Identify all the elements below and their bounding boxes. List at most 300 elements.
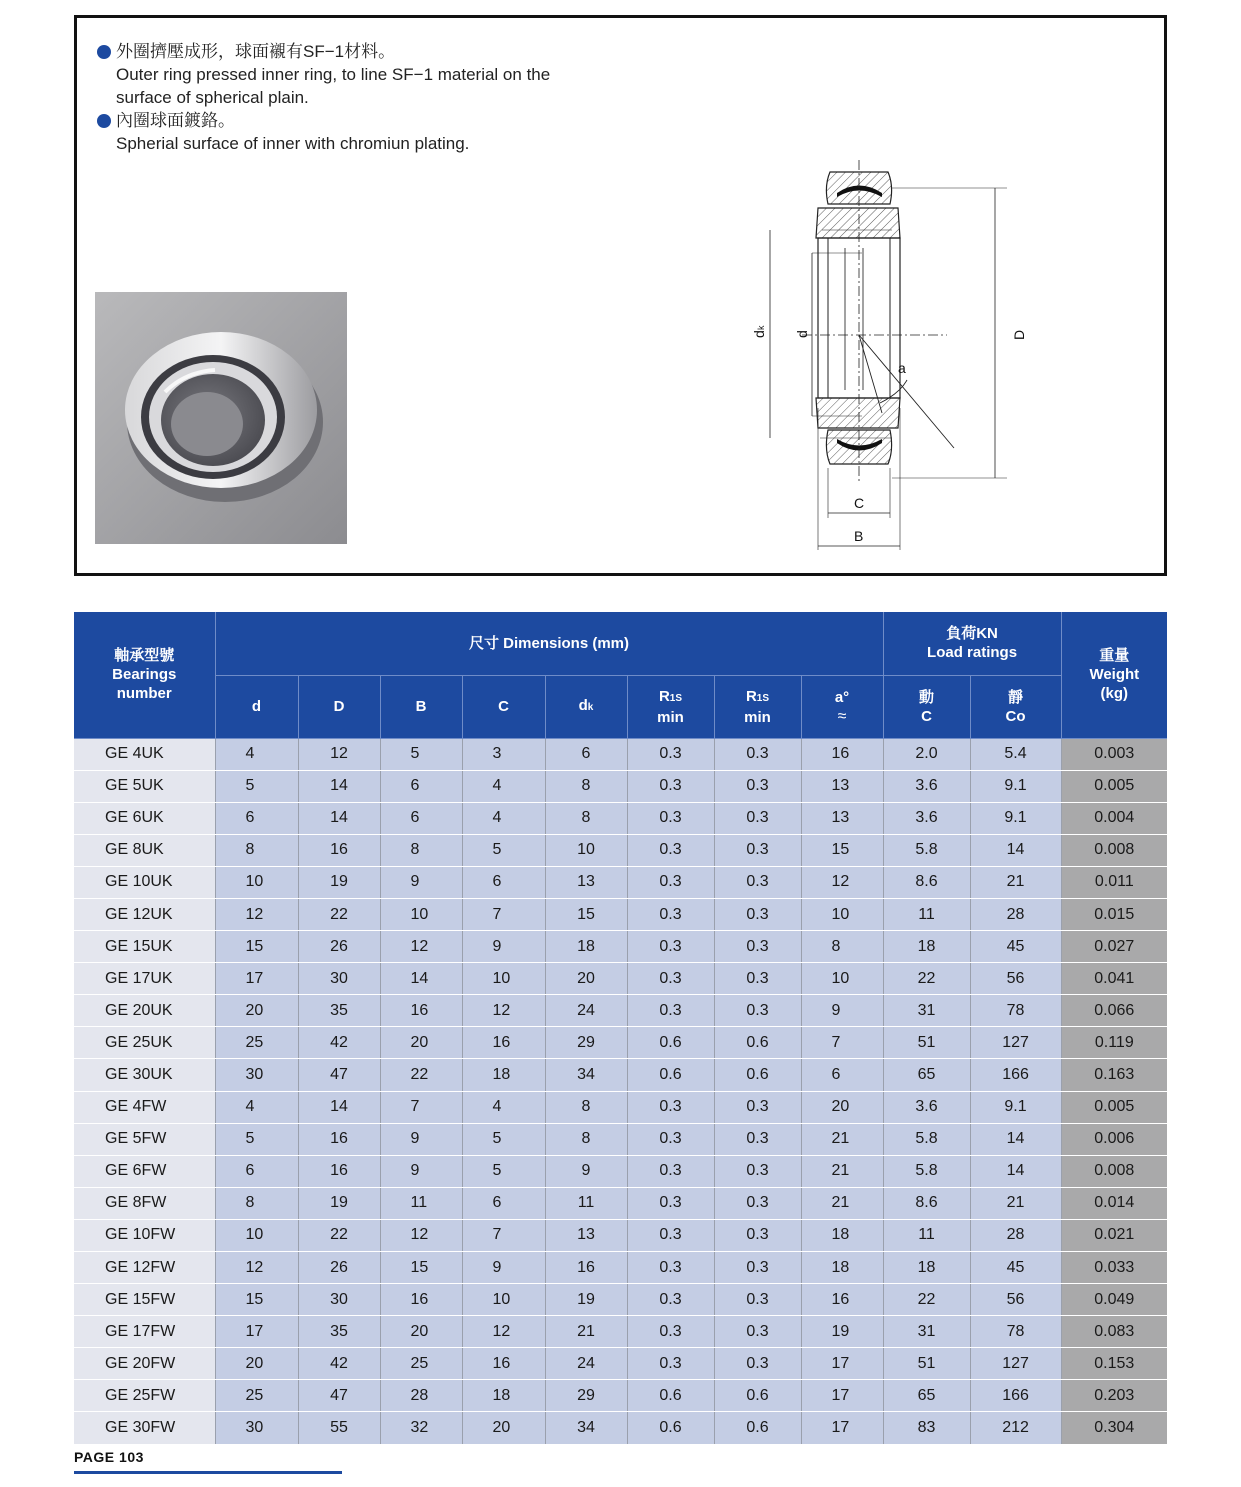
- table-cell: 0.203: [1061, 1380, 1167, 1412]
- table-cell: 24: [545, 1348, 627, 1380]
- table-cell: 5.8: [883, 834, 970, 866]
- table-row: [74, 1059, 1167, 1091]
- bearing-number-cell: GE 5FW: [74, 1123, 215, 1155]
- table-cell: 11: [545, 1187, 627, 1219]
- table-row: [74, 1091, 1167, 1123]
- bearing-number-cell: GE 5UK: [74, 770, 215, 802]
- header-weight: [1061, 612, 1167, 738]
- table-cell: 0.3: [627, 866, 714, 898]
- table-body: [74, 738, 1167, 1444]
- header-col-d: d: [215, 675, 298, 738]
- table-cell: 0.3: [714, 1284, 801, 1316]
- table-cell: 0.3: [627, 1252, 714, 1284]
- table-cell: 0.021: [1061, 1219, 1167, 1251]
- table-cell: 5.8: [883, 1123, 970, 1155]
- bearing-number-cell: GE 17FW: [74, 1316, 215, 1348]
- table-cell: 21: [801, 1123, 883, 1155]
- table-row: [74, 1252, 1167, 1284]
- header-col-dynamic: [883, 675, 970, 738]
- table-cell: 20: [215, 1348, 298, 1380]
- table-cell: 30: [298, 963, 380, 995]
- table-cell: 45: [970, 1252, 1061, 1284]
- table-cell: 9.1: [970, 770, 1061, 802]
- table-cell: 51: [883, 1348, 970, 1380]
- table-row: [74, 1187, 1167, 1219]
- table-cell: 31: [883, 1316, 970, 1348]
- table-cell: 5.4: [970, 738, 1061, 770]
- table-row: [74, 931, 1167, 963]
- table-cell: 22: [298, 1219, 380, 1251]
- table-cell: 9: [380, 1123, 462, 1155]
- header-col-dynamic-en: C: [921, 707, 932, 725]
- table-cell: 0.3: [714, 1155, 801, 1187]
- table-cell: 22: [380, 1059, 462, 1091]
- table-cell: 0.3: [627, 963, 714, 995]
- table-cell: 78: [970, 1316, 1061, 1348]
- header-bearings-en2: number: [116, 685, 172, 703]
- table-cell: 15: [215, 1284, 298, 1316]
- table-cell: 20: [462, 1412, 545, 1444]
- table-cell: 7: [462, 1219, 545, 1251]
- header-col-B: B: [380, 675, 462, 738]
- header-col-C: C: [462, 675, 545, 738]
- table-cell: 5: [462, 1123, 545, 1155]
- table-cell: 83: [883, 1412, 970, 1444]
- header-col-dynamic-zh: 動: [919, 688, 935, 706]
- table-cell: 11: [883, 1219, 970, 1251]
- table-cell: 0.3: [714, 802, 801, 834]
- bullet-icon: [97, 114, 111, 128]
- table-row: [74, 738, 1167, 770]
- table-cell: 5: [462, 1155, 545, 1187]
- table-cell: 0.3: [714, 963, 801, 995]
- table-cell: 21: [970, 866, 1061, 898]
- table-cell: 6: [462, 1187, 545, 1219]
- table-cell: 12: [298, 738, 380, 770]
- note-1-en-a: Outer ring pressed inner ring, to line SF−1 material on the: [116, 65, 551, 84]
- table-cell: 19: [545, 1284, 627, 1316]
- table-cell: 13: [545, 866, 627, 898]
- table-cell: 55: [298, 1412, 380, 1444]
- header-bearings-en1: Bearings: [112, 666, 177, 684]
- table-cell: 6: [545, 738, 627, 770]
- table-row: [74, 866, 1167, 898]
- diagram-label-a: a: [898, 360, 906, 376]
- bearing-number-cell: GE 10UK: [74, 866, 215, 898]
- table-cell: 18: [801, 1219, 883, 1251]
- table-cell: 0.3: [714, 898, 801, 930]
- table-row: [74, 1316, 1167, 1348]
- table-cell: 42: [298, 1348, 380, 1380]
- header-col-r1s-b-main: R: [745, 687, 757, 705]
- header-col-angle-main: a°: [834, 688, 850, 706]
- table-cell: 24: [545, 995, 627, 1027]
- table-cell: 12: [462, 995, 545, 1027]
- table-cell: 0.3: [627, 1091, 714, 1123]
- table-cell: 9: [462, 1252, 545, 1284]
- table-cell: 12: [380, 1219, 462, 1251]
- header-col-r1s-a-sub: 1S: [669, 692, 683, 704]
- table-cell: 78: [970, 995, 1061, 1027]
- bearing-number-cell: GE 15UK: [74, 931, 215, 963]
- table-cell: 0.3: [714, 1252, 801, 1284]
- table-cell: 127: [970, 1348, 1061, 1380]
- table-cell: 8: [215, 834, 298, 866]
- table-cell: 16: [462, 1348, 545, 1380]
- table-cell: 15: [215, 931, 298, 963]
- header-col-r1s-b: [714, 675, 801, 738]
- note-2-en: Spherial surface of inner with chromiun plating.: [116, 134, 470, 153]
- table-cell: 18: [545, 931, 627, 963]
- header-col-dk-main: d: [578, 697, 588, 714]
- table-cell: 127: [970, 1027, 1061, 1059]
- table-cell: 12: [801, 866, 883, 898]
- header-col-r1s-a-min: min: [657, 708, 684, 726]
- header-col-dk: [545, 675, 627, 738]
- header-col-r1s-a: [627, 675, 714, 738]
- table-cell: 0.027: [1061, 931, 1167, 963]
- table-cell: 14: [380, 963, 462, 995]
- table-cell: 0.3: [627, 1316, 714, 1348]
- table-cell: 12: [462, 1316, 545, 1348]
- bearing-number-cell: GE 4UK: [74, 738, 215, 770]
- table-cell: 26: [298, 931, 380, 963]
- table-cell: 51: [883, 1027, 970, 1059]
- table-cell: 9: [801, 995, 883, 1027]
- table-cell: 0.3: [714, 995, 801, 1027]
- bearing-number-cell: GE 20FW: [74, 1348, 215, 1380]
- header-col-static-zh: 靜: [1008, 688, 1024, 706]
- table-cell: 35: [298, 1316, 380, 1348]
- table-cell: 10: [462, 1284, 545, 1316]
- table-cell: 0.3: [714, 770, 801, 802]
- table-row: [74, 1380, 1167, 1412]
- table-cell: 8: [801, 931, 883, 963]
- table-cell: 10: [462, 963, 545, 995]
- header-load-en: Load ratings: [927, 644, 1018, 662]
- bullet-icon: [97, 45, 111, 59]
- bearing-number-cell: GE 15FW: [74, 1284, 215, 1316]
- table-cell: 0.3: [714, 1219, 801, 1251]
- header-load-zh: 負荷KN: [946, 625, 998, 643]
- table-cell: 14: [298, 770, 380, 802]
- header-bearings-number: [74, 612, 215, 738]
- table-cell: 0.3: [714, 931, 801, 963]
- header-col-static-en: Co: [1005, 707, 1026, 725]
- table-row: [74, 1412, 1167, 1444]
- bearing-number-cell: GE 30FW: [74, 1412, 215, 1444]
- table-cell: 28: [970, 898, 1061, 930]
- table-cell: 5: [215, 1123, 298, 1155]
- table-cell: 10: [801, 898, 883, 930]
- table-cell: 56: [970, 1284, 1061, 1316]
- header-col-r1s-b-min: min: [744, 708, 771, 726]
- header-bearings-zh: 軸承型號: [114, 647, 175, 665]
- table-cell: 0.3: [627, 931, 714, 963]
- table-cell: 56: [970, 963, 1061, 995]
- table-cell: 0.008: [1061, 1155, 1167, 1187]
- table-cell: 4: [462, 770, 545, 802]
- table-cell: 0.3: [627, 898, 714, 930]
- table-cell: 13: [801, 802, 883, 834]
- table-cell: 19: [298, 1187, 380, 1219]
- table-cell: 9: [545, 1155, 627, 1187]
- table-cell: 14: [298, 802, 380, 834]
- table-cell: 5.8: [883, 1155, 970, 1187]
- table-cell: 17: [801, 1380, 883, 1412]
- table-cell: 29: [545, 1027, 627, 1059]
- table-cell: 18: [462, 1380, 545, 1412]
- table-cell: 9.1: [970, 802, 1061, 834]
- table-cell: 0.005: [1061, 1091, 1167, 1123]
- table-row: [74, 1123, 1167, 1155]
- product-info-panel: [74, 15, 1167, 576]
- bearing-photo: [95, 292, 347, 544]
- bearing-number-cell: GE 4FW: [74, 1091, 215, 1123]
- table-cell: 22: [883, 963, 970, 995]
- table-cell: 15: [380, 1252, 462, 1284]
- table-cell: 0.163: [1061, 1059, 1167, 1091]
- table-cell: 12: [215, 1252, 298, 1284]
- table-cell: 8: [545, 770, 627, 802]
- bearing-number-cell: GE 10FW: [74, 1219, 215, 1251]
- table-cell: 17: [801, 1348, 883, 1380]
- diagram-label-dk-sub: k: [756, 325, 766, 330]
- table-cell: 18: [801, 1252, 883, 1284]
- table-cell: 0.153: [1061, 1348, 1167, 1380]
- table-cell: 6: [215, 1155, 298, 1187]
- table-cell: 28: [970, 1219, 1061, 1251]
- page-number: PAGE 103: [74, 1449, 144, 1465]
- table-cell: 0.6: [627, 1027, 714, 1059]
- table-cell: 16: [298, 1123, 380, 1155]
- note-2-zh: [97, 109, 550, 132]
- table-cell: 0.004: [1061, 802, 1167, 834]
- table-cell: 25: [380, 1348, 462, 1380]
- diagram-label-d: d: [794, 330, 810, 338]
- table-cell: 20: [215, 995, 298, 1027]
- table-cell: 30: [215, 1059, 298, 1091]
- bearing-number-cell: GE 6FW: [74, 1155, 215, 1187]
- table-cell: 25: [215, 1380, 298, 1412]
- table-cell: 0.6: [714, 1380, 801, 1412]
- table-cell: 0.3: [627, 1155, 714, 1187]
- table-cell: 17: [801, 1412, 883, 1444]
- diagram-label-B: B: [854, 528, 864, 544]
- table-cell: 0.119: [1061, 1027, 1167, 1059]
- table-cell: 19: [801, 1316, 883, 1348]
- table-cell: 45: [970, 931, 1061, 963]
- table-cell: 4: [462, 802, 545, 834]
- table-cell: 8.6: [883, 1187, 970, 1219]
- table-cell: 0.3: [627, 738, 714, 770]
- table-cell: 10: [215, 866, 298, 898]
- table-row: [74, 1348, 1167, 1380]
- table-cell: 12: [215, 898, 298, 930]
- table-cell: 0.014: [1061, 1187, 1167, 1219]
- table-cell: 15: [545, 898, 627, 930]
- table-cell: 7: [380, 1091, 462, 1123]
- header-load-ratings: [883, 612, 1061, 675]
- table-cell: 21: [801, 1155, 883, 1187]
- table-cell: 0.3: [714, 1123, 801, 1155]
- table-cell: 0.3: [627, 802, 714, 834]
- table-cell: 14: [970, 1123, 1061, 1155]
- table-cell: 16: [380, 995, 462, 1027]
- table-cell: 8: [545, 1091, 627, 1123]
- table-cell: 0.3: [627, 1284, 714, 1316]
- table-row: [74, 995, 1167, 1027]
- table-cell: 18: [883, 1252, 970, 1284]
- table-cell: 16: [298, 834, 380, 866]
- table-cell: 20: [380, 1316, 462, 1348]
- table-cell: 31: [883, 995, 970, 1027]
- bearing-cross-section-diagram: [732, 158, 1027, 548]
- table-cell: 3.6: [883, 770, 970, 802]
- page-underline: [74, 1471, 342, 1474]
- table-cell: 0.6: [627, 1412, 714, 1444]
- table-cell: 9.1: [970, 1091, 1061, 1123]
- table-cell: 6: [380, 802, 462, 834]
- table-cell: 0.6: [714, 1027, 801, 1059]
- table-cell: 0.3: [714, 1187, 801, 1219]
- table-cell: 5: [462, 834, 545, 866]
- table-cell: 0.005: [1061, 770, 1167, 802]
- header-weight-zh: 重量: [1099, 647, 1130, 665]
- table-cell: 17: [215, 1316, 298, 1348]
- table-cell: 3: [462, 738, 545, 770]
- table-cell: 3.6: [883, 802, 970, 834]
- table-cell: 20: [545, 963, 627, 995]
- table-cell: 16: [462, 1027, 545, 1059]
- header-col-dk-sub: k: [587, 702, 594, 713]
- table-cell: 0.3: [627, 770, 714, 802]
- table-cell: 5: [215, 770, 298, 802]
- note-1-zh: [97, 40, 550, 63]
- table-cell: 20: [380, 1027, 462, 1059]
- table-cell: 0.006: [1061, 1123, 1167, 1155]
- table-cell: 6: [801, 1059, 883, 1091]
- table-cell: 9: [462, 931, 545, 963]
- table-cell: 12: [380, 931, 462, 963]
- table-cell: 42: [298, 1027, 380, 1059]
- table-cell: 0.033: [1061, 1252, 1167, 1284]
- table-cell: 4: [215, 1091, 298, 1123]
- table-cell: 47: [298, 1380, 380, 1412]
- table-cell: 21: [801, 1187, 883, 1219]
- table-cell: 0.3: [714, 738, 801, 770]
- bearing-number-cell: GE 20UK: [74, 995, 215, 1027]
- table-cell: 10: [545, 834, 627, 866]
- table-cell: 65: [883, 1380, 970, 1412]
- note-2-zh-text: 內圈球面鍍鉻。: [116, 111, 235, 130]
- table-cell: 6: [462, 866, 545, 898]
- table-cell: 0.008: [1061, 834, 1167, 866]
- table-cell: 47: [298, 1059, 380, 1091]
- table-row: [74, 770, 1167, 802]
- table-cell: 0.066: [1061, 995, 1167, 1027]
- table-cell: 30: [298, 1284, 380, 1316]
- table-cell: 9: [380, 1155, 462, 1187]
- table-cell: 0.083: [1061, 1316, 1167, 1348]
- table-cell: 7: [462, 898, 545, 930]
- bearing-number-cell: GE 6UK: [74, 802, 215, 834]
- table-cell: 0.304: [1061, 1412, 1167, 1444]
- table-cell: 11: [380, 1187, 462, 1219]
- table-cell: 0.3: [714, 1316, 801, 1348]
- table-cell: 0.6: [714, 1412, 801, 1444]
- table-cell: 3.6: [883, 1091, 970, 1123]
- table-cell: 0.3: [714, 1091, 801, 1123]
- diagram-label-D: D: [1011, 329, 1027, 340]
- table-cell: 0.3: [714, 834, 801, 866]
- table-cell: 22: [883, 1284, 970, 1316]
- note-1-zh-text: 外圈擠壓成形，球面襯有SF−1材料。: [116, 42, 396, 61]
- table-cell: 14: [970, 1155, 1061, 1187]
- table-cell: 4: [215, 738, 298, 770]
- table-cell: 65: [883, 1059, 970, 1091]
- table-row: [74, 963, 1167, 995]
- table-cell: 0.3: [627, 1123, 714, 1155]
- product-notes: [97, 40, 550, 155]
- table-cell: 0.011: [1061, 866, 1167, 898]
- table-cell: 6: [380, 770, 462, 802]
- table-cell: 19: [298, 866, 380, 898]
- table-cell: 0.3: [714, 1348, 801, 1380]
- table-cell: 18: [462, 1059, 545, 1091]
- table-cell: 7: [801, 1027, 883, 1059]
- table-row: [74, 1284, 1167, 1316]
- table-cell: 16: [380, 1284, 462, 1316]
- table-cell: 29: [545, 1380, 627, 1412]
- table-cell: 0.3: [627, 1187, 714, 1219]
- header-col-r1s-a-main: R: [658, 687, 670, 705]
- table-row: [74, 802, 1167, 834]
- bearing-number-cell: GE 12UK: [74, 898, 215, 930]
- bearing-number-cell: GE 12FW: [74, 1252, 215, 1284]
- header-col-r1s-b-sub: 1S: [756, 692, 770, 704]
- diagram-label-C: C: [854, 495, 865, 511]
- table-cell: 35: [298, 995, 380, 1027]
- table-cell: 32: [380, 1412, 462, 1444]
- header-col-angle-approx: ≈: [837, 707, 847, 725]
- table-cell: 21: [970, 1187, 1061, 1219]
- table-cell: 8: [380, 834, 462, 866]
- table-cell: 0.049: [1061, 1284, 1167, 1316]
- table-cell: 16: [298, 1155, 380, 1187]
- bearing-number-cell: GE 8UK: [74, 834, 215, 866]
- header-col-angle: [801, 675, 883, 738]
- table-cell: 14: [970, 834, 1061, 866]
- table-cell: 6: [215, 802, 298, 834]
- note-1-en-b: surface of spherical plain.: [116, 88, 309, 107]
- table-row: [74, 834, 1167, 866]
- table-cell: 34: [545, 1059, 627, 1091]
- table-cell: 0.015: [1061, 898, 1167, 930]
- table-cell: 0.6: [627, 1380, 714, 1412]
- table-cell: 10: [801, 963, 883, 995]
- table-cell: 166: [970, 1059, 1061, 1091]
- table-cell: 34: [545, 1412, 627, 1444]
- table-cell: 0.003: [1061, 738, 1167, 770]
- bearing-spec-table: [74, 612, 1167, 1445]
- table-row: [74, 898, 1167, 930]
- table-cell: 10: [380, 898, 462, 930]
- table-cell: 16: [545, 1252, 627, 1284]
- header-weight-unit: (kg): [1100, 685, 1129, 703]
- table-cell: 0.3: [627, 995, 714, 1027]
- header-col-static: [970, 675, 1061, 738]
